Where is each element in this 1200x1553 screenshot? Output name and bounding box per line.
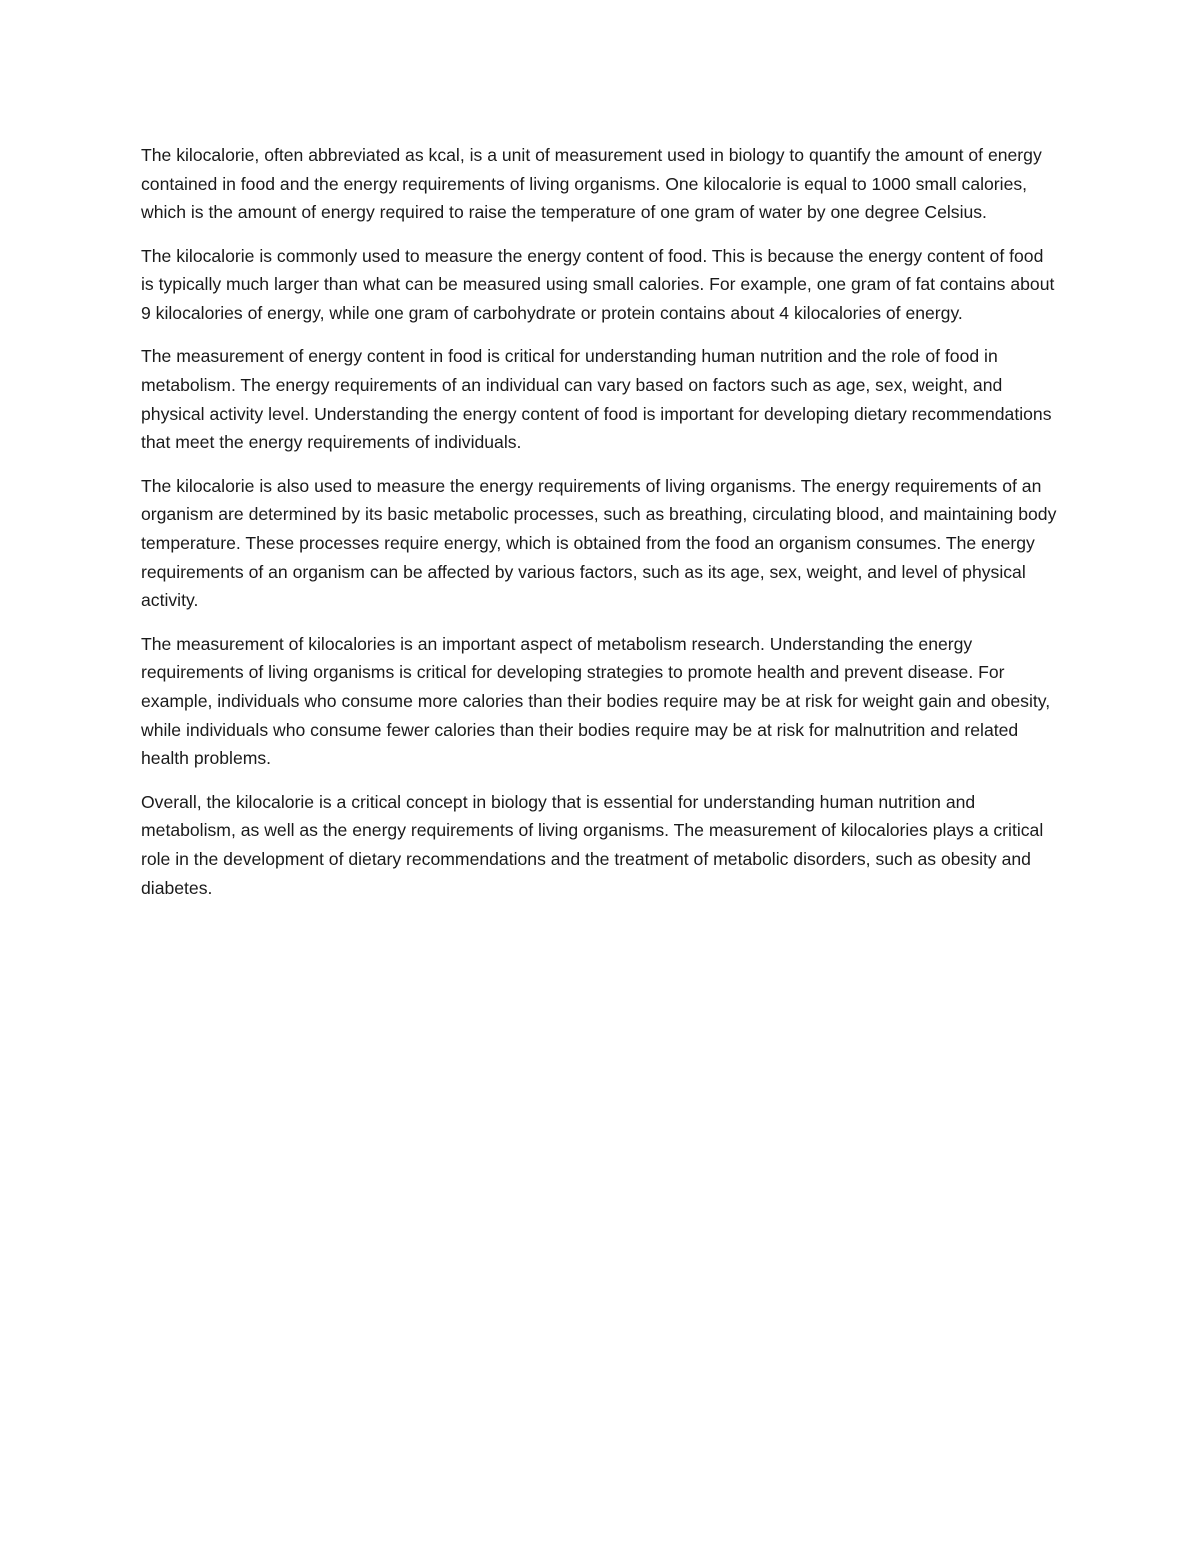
paragraph-4: The kilocalorie is also used to measure the energy requirements of living organisms. The energy requirements of an organism are determined by its basic metabolic processes, such as breathing, circulating blood, and maintaining body temperature. These processes require energy, which is obtained from the food an organism consumes. The energy requirements of an organism can be affected by various factors, such as its age, sex, weight, and level of physical activity. [141, 475, 1057, 611]
paragraph-5: The measurement of kilocalories is an important aspect of metabolism research. Understanding the energy requirements of living organisms is critical for developing strategies to promote health and prevent disease. For example, individuals who consume more calories than their bodies require may be at risk for weight gain and obesity, while individuals who consume fewer calories than their bodies require may be at risk for malnutrition and related health problems. [141, 633, 1051, 769]
paragraph-6: Overall, the kilocalorie is a critical concept in biology that is essential for understanding human nutrition and metabolism, as well as the energy requirements of living organisms. The measurement of kilocalories plays a critical role in the development of dietary recommendations and the treatment of metabolic disorders, such as obesity and diabetes. [141, 791, 1044, 898]
paragraph-3: The measurement of energy content in food is critical for understanding human nutrition and the role of food in metabolism. The energy requirements of an individual can vary based on factors such as age, sex, weight, and physical activity level. Understanding the energy content of food is important for developing dietary recommendations that meet the energy requirements of individuals. [141, 346, 1052, 453]
paragraph-1: The kilocalorie, often abbreviated as kcal, is a unit of measurement used in biology to quantify the amount of energy contained in food and the energy requirements of living organisms. One kilocalorie is equal to 1000 small calories, which is the amount of energy required to raise the temperature of one gram of water by one degree Celsius. [141, 145, 1042, 223]
paragraph-2: The kilocalorie is commonly used to measure the energy content of food. This is because the energy content of food is typically much larger than what can be measured using small calories. For example, one gram of fat contains about 9 kilocalories of energy, while one gram of carbohydrate or protein contains about 4 kilocalories of energy. [141, 245, 1055, 324]
document-body [141, 141, 1059, 917]
